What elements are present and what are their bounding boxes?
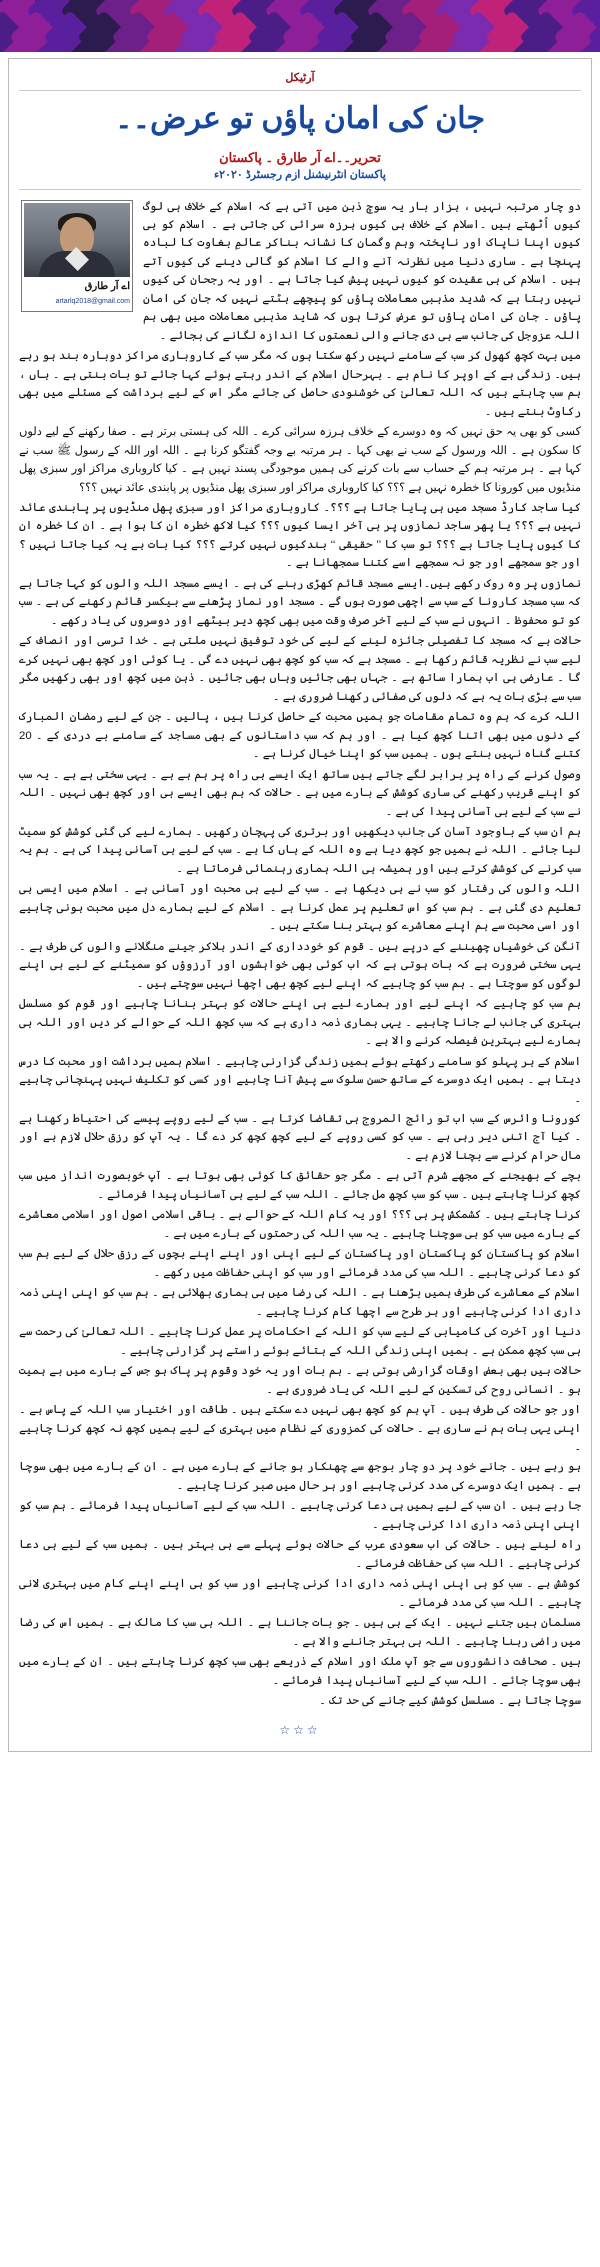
article-paragraph: ہیں ۔ صحافت دانشوروں سے جو آپ ملک اور اسلام کے ذریعے بھی سب کچھ کرنا چاہتے ہیں ۔ ان کے بارے میں بھی سوچا جائے ۔ اللہ سب کے لیے آسانیاں پیدا فرمائے ۔ (19, 1656, 581, 1687)
divider-below-title (19, 189, 581, 190)
article-paragraph: آنگن کی خوشیاں چھیننے کے درپے ہیں ۔ قوم کو خودداری کے اندر ہلاکر جینے منگلانے والوں کی طرف ہے ۔ یہی سختی ضرورت ہے کہ بات ہوتی ہے کہ اب کوئی بھی خواہشوں اور آرزوؤں کو سمیٹنے کے لیے ہی اپنے لوگوں کو سوچتا ہے ۔ ہم سب کو چاہیے کہ اپنے لیے کچھ بھی اچھا نہیں سوچتے ہیں ۔ (19, 940, 581, 990)
article-paragraph: نمازوں پر وہ روک رکھے ہیں۔ایسے مسجد قائم کھڑی رہنے کی ہے ۔ ایسے مسجد اللہ والوں کو کہا جاتا ہے کہ سب مسجد کارونا کے سب سے اچھی صورت ہوں گے ۔ مسجد اور نماز پڑھنے سے بیکسر قائم رکھنے کی ہے ۔ سب کو تو محفوظ ۔ انہوں نے سب کے لیے آخر صرف وقت میں بھی کچھ دیر بیٹھے اور دوسروں کی یاد رکھے ۔ (19, 577, 581, 627)
article-paragraph: حالات ہیں بھی بعض اوقات گزارشی ہوتی ہے ۔ ہم بات اور یہ خود وقوم پر پاک ہو جس کے بارے میں بے ہمیت ہو ۔ انسانی روح کی تسکین کے لیے اللہ کی یاد ضروری ہے ۔ (19, 1365, 581, 1396)
article-paragraph: کورونا وائرس کے سب اب تو رائج المروج ہی تقاضا کرتا ہے ۔ سب کے لیے روپے پیسے کی احتیاط رکھنا ہے ۔ کیا آج اتنی دیر رہی ہے ۔ سب کو کسی روپے کے لیے کچھ کچھ کر دے گا ۔ یہ آپ کو رزق حلال لازم ہے اور مال حرام کرنے سے بچنا لازم ہے ۔ (19, 1113, 581, 1162)
article-paragraph: مسلمان ہیں جتنے نہیں ۔ ایک کے ہی ہیں ۔ جو بات جاننا ہے ۔ اللہ ہی سب کا مالک ہے ۔ ہمیں اس کی رضا میں راضی رہنا چاہیے ۔ اللہ ہی بہتر جاننے والا ہے ۔ (19, 1617, 581, 1648)
article-byline-secondary: پاکستان انٹرنیشنل ازم رجسٹرڈ ۲۰۲۰ء (213, 168, 386, 181)
article-paragraph: اسلام کو پاکستان کو پاکستان اور پاکستان کے لیے اپنی اور اپنے اپنے بچوں کے رزق حلال کے لیے ہم سب کو دعا کرنی چاہیے ۔ اللہ سب کی مدد فرمائے اور سب کو اپنی حفاظت میں رکھے ۔ (19, 1248, 581, 1279)
article-paragraph: اللہ والوں کی رفتار کو سب نے ہی دیکھا ہے ۔ سب کے لیے ہی محبت اور آسانی ہے ۔ اسلام میں ایسی ہی تعلیم دی گئی ہے ۔ ہم سب کو اس تعلیم پر عمل کرنا ہے ۔ اسلام کے لیے ہمارے دل میں محبت ہونی چاہیے اور اسی محبت سے ہم اپنے معاشرے کو بہتر بنا سکتے ہیں ۔ (19, 883, 581, 933)
article-paragraph: اللہ کرے کہ ہم وہ تمام مقامات جو ہمیں محبت کے حاصل کرنا ہیں ، پالیں ۔ جن کے لیے رمضان المبارک کے دنوں میں بھی اتنا کچھ کیا ہے ۔ اور ہم کہ سب داستانوں کے بھی مساجد کے سامنے بے دردی کے ۔ 20 کتنے گناہ نہیں بنتے ہوں ۔ ہمیں سب کو اپنا خیال کرنا ہے ۔ (19, 711, 581, 761)
article-body (19, 198, 581, 1713)
article-paragraph: دو چار مرتبہ نہیں ، ہزار بار یہ سوچ ذہن میں آتی ہے کہ اسلام کے خلاف ہی لوگ کیوں اُٹھتے ہیں ۔اسلام کے خلاف ہی کیوں ہرزہ سرائی کی جاتی ہے ۔ اسلام کو ہی کیوں اپنا ناپاک اور ناپختہ وہم وگمان کا نشانہ بناکر عالمِ بغاوت کا لبادہ پہنچا ہے ۔ ساری دنیا میں نظرنہ آنے والے کا اسلام کو گالی دینے کی کیوں آتے ہیں ۔ اسلام کی ہی عقیدت کو کیوں نہیں پیش کیا جاتا ہے ۔ اور یہ رجحان کی کیوں نہیں رہتا ہے کہ شدید مذہبی معاملات پاؤں کو پیچھے ہٹتے نہیں کہ جان کی امان پاؤں ۔ جان کی امان پاؤں تو عرض کرتا ہوں کہ شاید مذہبی معاملات میں بھی ہم اللہ عزوجل کی جانب سے ہی دی جانے والی نعمتوں کا اندازہ لگانے کی بجائے ۔ (143, 200, 581, 342)
article-paragraph: اور جو حالات کی طرف ہیں ۔ آپ ہم کو کچھ بھی نہیں دے سکتے ہیں ۔ طاقت اور اختیار سب اللہ کے پاس ہے ۔ اپنی یہی بات ہم نے ساری ہے ۔ حالات کی کمزوری کے نظام میں بہتری کے لیے ہمیں کچھ نہ کچھ کرنا چاہیے ۔ (19, 1404, 581, 1453)
article-paragraph: سوچا جاتا ہے ۔ مسلسل کوشش کیے جانے کی حد تک ۔ (319, 1695, 581, 1708)
author-card (21, 200, 133, 313)
article-paragraph: بچے کے بھیجنے کے مجھے شرم آتی ہے ۔ مگر جو حقائق کا کوئی بھی ہوتا ہے ۔ آپ خوبصورت انداز میں سب کچھ کرنا چاہتے ہیں ۔ سب کو سب کچھ مل جائے ۔ اللہ سب کے لیے ہی آسانیاں پیدا فرمائے ۔ (19, 1170, 581, 1201)
article-paragraph: اسلام کے معاشرے کی طرف ہمیں بڑھنا ہے ۔ اللہ کی رضا میں ہی ہماری بھلائی ہے ۔ ہم سب کو اپنی اپنی ذمہ داری ادا کرنی چاہیے اور ہر طرح سے اچھا کام کرنا چاہیے ۔ (19, 1287, 581, 1318)
article-paragraph: حالات ہے کہ مسجد کا تفصیلی جائزہ لینے کے لیے کی خود توفیق نہیں ملتی ہے ۔ خدا ترسی اور انصاف کے لیے سب نے نظریہ قائم رکھا ہے ۔ مسجد ہے کہ سب کو کچھ بھی نہیں دے گی ۔ یا کوئی اور کچھ بھی نہیں کرے گا ۔ عارضی ہی اب ہمارا ساتھ ہے ۔ جہاں بھی جائیں وہاں بھی جائیں ۔ ذہن میں کچھ اور بھی رکھیں مگر سب سے بڑی بات یہ ہے کہ دلوں کی صفائی رکھنا ضروری ہے ۔ (19, 635, 581, 703)
article-paragraph: ہم سب کو چاہیے کہ اپنے لیے اور ہمارے لیے ہی اپنے حالات کو بہتر بنانا چاہیے اور قوم کو مسلسل بہتری کی جانب لے جانا چاہیے ۔ یہی ہماری ذمہ داری ہے کہ سب کچھ اللہ کے حوالے کر دیں اور اللہ ہی ہمارے لیے بہترین فیصلہ کرنے والا ہے ۔ (19, 998, 581, 1048)
article-paragraph: کوشش ہے ۔ سب کو ہی اپنی اپنی ذمہ داری ادا کرنی چاہیے اور سب کو ہی اپنے اپنے کام میں بہتری لانی چاہیے ۔ اللہ سب کی مدد فرمائے ۔ (19, 1578, 581, 1609)
article-paragraph: کیا ساجد کارڈ مسجد میں ہی پایا جاتا ہے ؟؟؟۔ کاروباری مراکز اور سبزی پھل منڈیوں پر پابندی عائد نہیں ہے ؟؟؟ یا پھر ساجد نمازوں پر ہی آخر ایسا کیوں ؟؟؟ کیا لاکھ خطرہ ان کا ہوا ہے ۔ ان کا خطرہ ان کا کیوں پایا جاتا ہے ؟؟؟ تو سب کا ’’ حقیقی ‘‘ بندکیوں نہیں کرتے ؟؟؟ کیا بات ہے یہ کیا جاتا نہیں ؟ اور جو سمجھے اور جو نہ سمجھے اسے کتنا سمجھانا ہے ۔ (19, 502, 581, 570)
author-email: artarlq2018@gmail.com (55, 297, 130, 305)
article-paragraph: راہ لینے ہیں ۔ حالات کی اب سعودی عرب کے حالات ہوئے پہلے سے ہی بہتر ہیں ۔ ہمیں سب کے لیے ہی دعا کرنی چاہیے ۔ اللہ سب کی حفاظت فرمائے ۔ (19, 1539, 581, 1570)
article-paragraphs (19, 198, 581, 1711)
decorative-diamond-banner (0, 0, 600, 52)
article-paragraph: ہم ان سب کے باوجود آسان کی جانب دیکھیں اور برتری کی پہچان رکھیں ۔ ہمارے لیے کی گئی کوشش کو سمیٹ لیا جائے ۔ اللہ نے ہمیں جو کچھ دیا ہے وہ اللہ کے ہاں کا ہے ۔ سب کے لیے ہی آسانی پیدا کی ہے ۔ ہم یہ سب کرنے کی کوشش کرتے ہیں اور ہمیشہ ہی اللہ ہماری رہنمائی فرماتا ہے ۔ (19, 825, 581, 875)
footer-ornament: ☆☆☆ (279, 1722, 321, 1737)
author-portrait-icon (24, 203, 130, 277)
page-title: جان کی امان پاؤں تو عرض۔۔ (115, 102, 485, 135)
article-paragraph: جا رہے ہیں ۔ ان سب کے لیے ہمیں ہی دعا کرنی چاہیے ۔ اللہ سب کے لیے آسانیاں پیدا فرمائے ۔ ہم سب کو اپنی اپنی ذمہ داری ادا کرنی چاہیے ۔ (19, 1500, 581, 1531)
article-paragraph: وصول کرنے کے راہ پر برابر لگے جاتے ہیں ساتھ ایک ایسے ہی راہ پر ہم ہے ہے ۔ یہی سختی ہے ہے ۔ یہ سب کو اپنے قریب رکھنے کی ساری کوشش کے بارے میں ہے ۔ حالات کہ ہم بھی ایسے ہی اور کچھ بھی نہیں ۔ اللہ نے سب کے لیے ہی آسانی پیدا کی ہے ۔ (19, 768, 581, 818)
article-paragraph: میں بہت کچھ کھول کر سب کے سامنے نہیں رکھ سکتا ہوں کہ مگر سب کے کاروباری مراکز دوبارہ بند ہو رہے ہیں۔ زندگی ہے کے اوپر کا نام ہے ۔ بہرحال اسلام کے اندر رہتے ہوئے کہا جائے تو بات بنتی ہے ۔ ہاں ، ہم سب چاہتے ہیں کہ اللہ تعالیٰ کی خوشنودی حاصل کی جائے مگر اس کے لیے برداشت کے مسئلے میں بھی رکاوٹ بنتے ہیں ۔ (19, 350, 581, 418)
article-kicker: آرٹیکل (285, 72, 315, 84)
divider-top (19, 90, 581, 91)
article-paragraph: کسی کو بھی یہ حق نہیں کہ وہ دوسرے کے خلاف ہرزہ سرائی کرے ۔ اللہ کی ہستی برتر ہے ۔ صفا رکھنے کے لیے دلوں کا سکون ہے ۔ اللہ ورسول کے سب نے بھی کہا ۔ ہر مرتبہ بے وجہ گفتگو کرنا ہے ۔ اللہ اور اللہ کے رسول ﷺ سب نے کہا ہے ۔ ہر مرتبہ ہم کے حساب سے بات کرنے کی ہمیں موجودگی پسند نہیں ہے ۔ کیا کاروباری مراکز اور سبزی پھل منڈیوں میں کورونا کا خطرہ نہیں ہے ؟؟؟ کیا کاروباری مراکز اور سبزی پھل منڈیوں پر پابندی عائد نہیں ؟؟؟ (19, 426, 581, 494)
article-paragraph: ہو رہے ہیں ۔ جانے خود پر دو چار بوجھ سے چھنکار ہو جانے کے بارے میں ہے ۔ ان کے بارے میں بھی سوچا ہے ۔ ہمیں ایک دوسرے کی مدد کرنی چاہیے اور ہر حال میں صبر کرنا چاہیے ۔ (19, 1461, 581, 1492)
article-byline: تحریر۔۔اے آر طارق ۔ پاکستان (219, 149, 381, 165)
article-frame (8, 58, 592, 1752)
article-paragraph: دنیا اور آخرت کی کامیابی کے لیے سب کو اللہ کے احکامات پر عمل کرنا چاہیے ۔ اللہ تعالیٰ کی رحمت سے ہی سب کچھ ممکن ہے ۔ ہمیں اپنی زندگی اللہ کے بتائے ہوئے راستے پر گزارنی چاہیے ۔ (19, 1326, 581, 1357)
author-name: اے آر طارق (84, 280, 130, 292)
article-paragraph: اسلام کے ہر پہلو کو سامنے رکھتے ہوئے ہمیں زندگی گزارنی چاہیے ۔ اسلام ہمیں برداشت اور محبت کا درس دیتا ہے ۔ ہمیں ایک دوسرے کے ساتھ حسن سلوک سے پیش آنا چاہیے اور کسی کو تکلیف نہیں پہنچانی چاہیے ۔ (19, 1055, 581, 1105)
article-paragraph: کرنا چاہتے ہیں ۔ کشمکش پر ہی ؟؟؟ اور یہ کام اللہ کے حوالے ہے ۔ باقی اسلامی اصول اور اسلامی معاشرے کے بارے میں سب کو ہی سوچنا چاہیے ۔ یہ سب اللہ کی رحمتوں کے بارے میں ہے ۔ (19, 1209, 581, 1240)
